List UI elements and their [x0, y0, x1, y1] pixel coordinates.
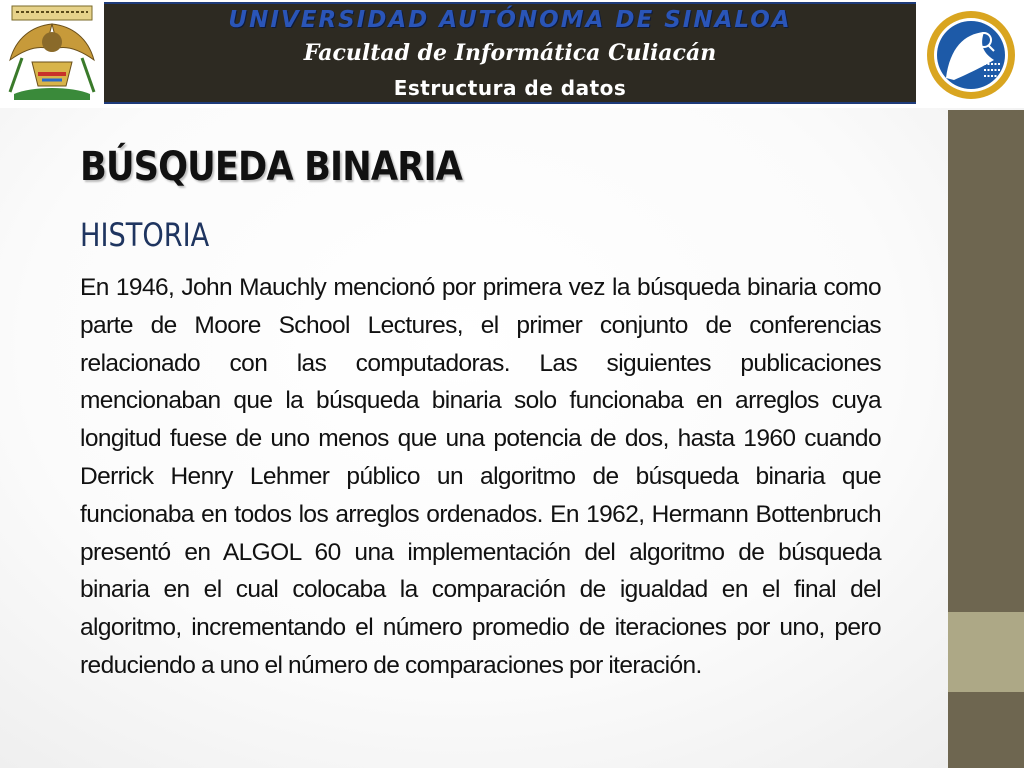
university-crest-icon: [2, 2, 102, 106]
slide-subtitle: HISTORIA: [80, 216, 210, 254]
faculty-seal-icon: [924, 8, 1018, 102]
university-name: UNIVERSIDAD AUTÓNOMA DE SINALOA: [228, 7, 792, 33]
faculty-name: Facultad de Informática Culiacán: [303, 40, 717, 66]
body-paragraph: En 1946, John Mauchly mencionó por primera vez la búsqueda binaria como parte de Moore School Lectures, el primer conjunto de conferencias relacionado con las computadoras. Las siguientes publicaciones mencionaban que la búsqueda binaria solo funcionaba en arreglos cuya longitud fuese de uno menos que una potencia de dos, hasta 1960 cuando Derrick Henry Lehmer público un algoritmo de búsqueda binaria que funcionaba en todos los arreglos ordenados. En 1962, Hermann Bottenbruch presentó en ALGOL 60 una implementación del algoritmo de búsqueda binaria en el cual colocaba la comparación de igualdad en el final del algoritmo, incrementando el número promedio de iteraciones por uno, pero reduciendo a uno el número de comparaciones por iteración.: [80, 274, 881, 679]
header: [0, 0, 1024, 108]
course-name: Estructura de datos: [393, 76, 627, 100]
decorative-bar-bottom: [948, 692, 1024, 768]
decorative-bar-middle: [948, 612, 1024, 692]
header-banner: [104, 2, 916, 104]
slide-title: BÚSQUEDA BINARIA: [80, 144, 463, 190]
decorative-bar-top: [948, 110, 1024, 612]
